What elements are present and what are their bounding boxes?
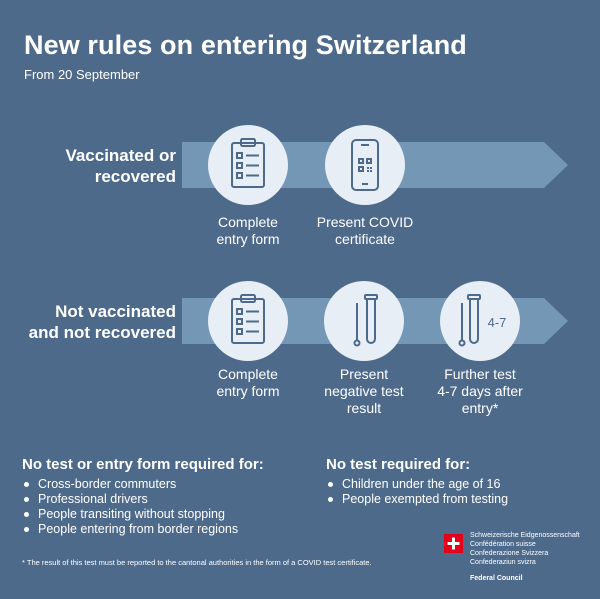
- federal-names: [470, 531, 580, 567]
- swiss-flag-icon: [444, 534, 463, 553]
- step-caption: [188, 214, 308, 248]
- step-caption: [420, 366, 540, 417]
- row-label-not-vaccinated: [29, 301, 176, 343]
- list-item: Children under the age of 16: [326, 477, 508, 492]
- list-item: Professional drivers: [22, 492, 238, 507]
- caption-line: certificate: [335, 231, 395, 247]
- caption-line: Present: [339, 366, 389, 382]
- smartphone-qr-icon: [325, 125, 405, 205]
- step-caption: [305, 214, 425, 248]
- list-item: Cross-border commuters: [22, 477, 238, 492]
- list-item: People transiting without stopping: [22, 507, 238, 522]
- step-entry-form-circle: [208, 125, 288, 205]
- page-subtitle: From 20 September: [24, 67, 140, 82]
- exemption-list-no-test-or-form: [22, 477, 238, 537]
- caption-line: Present COVID: [316, 214, 414, 230]
- caption-line: result: [346, 400, 382, 416]
- step-covid-certificate-circle: [325, 125, 405, 205]
- caption-line: Further test: [444, 366, 516, 382]
- caption-line: 4-7 days after: [437, 383, 523, 399]
- clipboard-icon: [208, 281, 288, 361]
- step-caption: [188, 366, 308, 400]
- row-label-vaccinated: [65, 145, 176, 187]
- list-item: People exempted from testing: [326, 492, 508, 507]
- federal-council-logo: [444, 531, 594, 586]
- caption-line: negative test: [324, 383, 404, 399]
- caption-line: entry*: [461, 400, 499, 416]
- federal-name-line: Schweizerische Eidgenossenschaft: [470, 532, 580, 539]
- row-label-line: recovered: [94, 167, 176, 186]
- federal-name-line: Confederazione Svizzera: [470, 550, 549, 557]
- footnote: * The result of this test must be reported to the cantonal authorities in the form of a COVID test certificate.: [22, 558, 372, 567]
- row-label-line: Vaccinated or: [65, 146, 176, 165]
- list-item: People entering from border regions: [22, 522, 238, 537]
- row-label-line: and not recovered: [28, 323, 176, 342]
- caption-line: Complete: [218, 366, 278, 382]
- step-caption: [304, 366, 424, 417]
- page-title: New rules on entering Switzerland: [24, 30, 467, 60]
- step-negative-test-circle: [324, 281, 404, 361]
- caption-line: Complete: [218, 214, 278, 230]
- exemption-title-no-test-or-form: No test or entry form required for:: [22, 456, 264, 473]
- exemption-list-no-test: [326, 477, 508, 507]
- test-tube-swab-icon: [324, 281, 404, 361]
- row-label-line: Not vaccinated: [55, 302, 176, 321]
- step-entry-form-circle: [208, 281, 288, 361]
- caption-line: entry form: [216, 383, 280, 399]
- days-label: 4-7: [487, 315, 507, 330]
- federal-name-line: Confédération suisse: [470, 541, 536, 548]
- federal-council-label: Federal Council: [470, 575, 523, 582]
- test-tube-days-icon: [440, 281, 520, 361]
- clipboard-icon: [208, 125, 288, 205]
- exemption-title-no-test: No test required for:: [326, 456, 471, 473]
- caption-line: entry form: [216, 231, 280, 247]
- step-further-test-circle: [440, 281, 520, 361]
- federal-name-line: Confederaziun svizra: [470, 559, 536, 566]
